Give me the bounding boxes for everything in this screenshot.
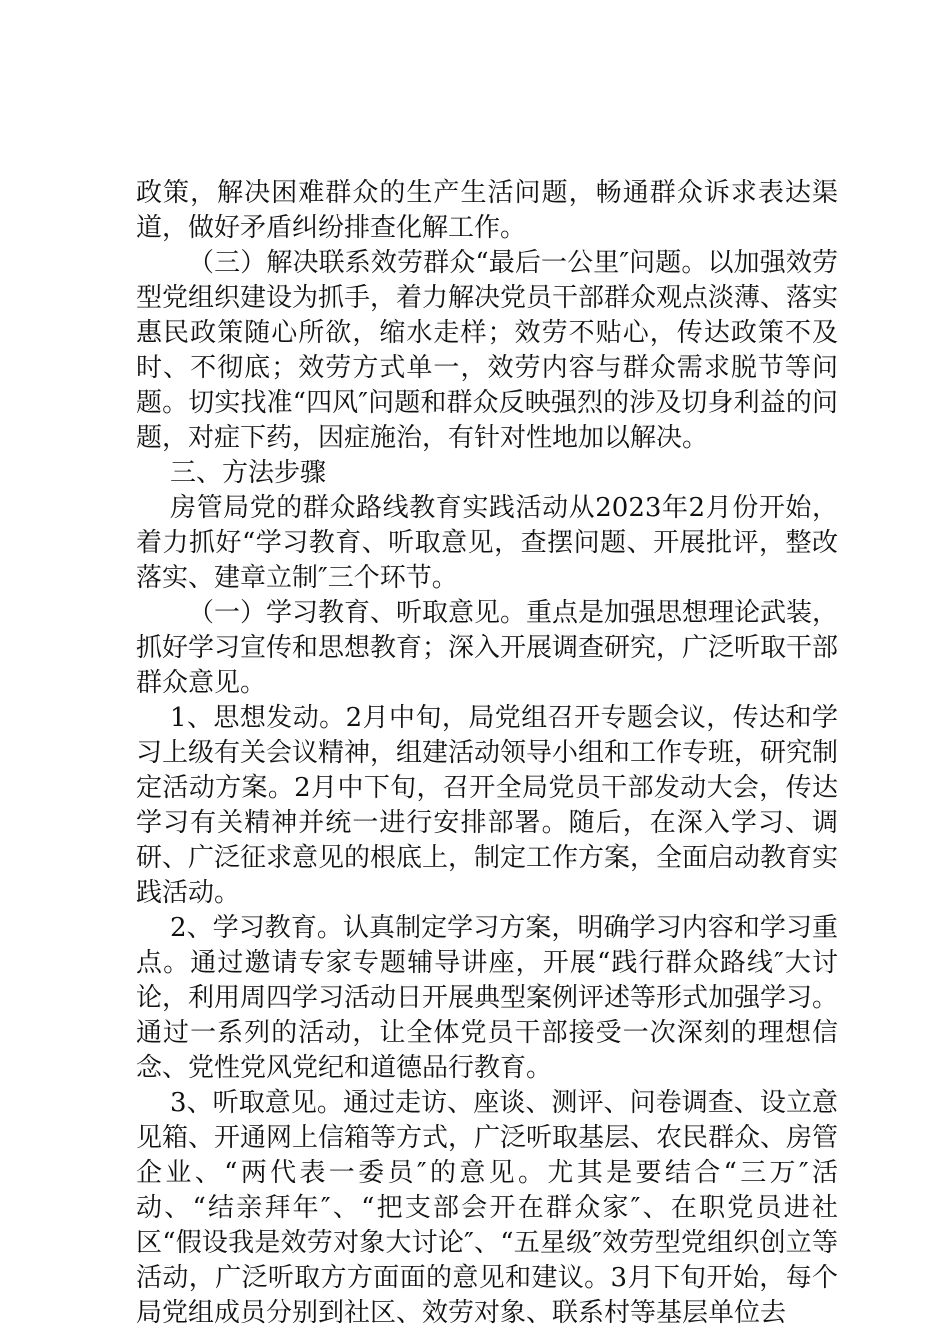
paragraph-7: 2、学习教育。认真制定学习方案，明确学习内容和学习重点。通过邀请专家专题辅导讲座，开展“践行群众路线″大讨论，利用周四学习活动日开展典型案例评述等形式加强学习。通过一系列的活动，让全体党员干部接受一次深刻的理想信念、党性党风党纪和道德品行教育。 <box>136 913 839 1083</box>
paragraph-5: （一）学习教育、听取意见。重点是加强思想理论武装，抓好学习宣传和思想教育；深入开展调查研究，广泛听取干部群众意见。 <box>136 598 839 698</box>
paragraph-2: （三）解决联系效劳群众“最后一公里″问题。以加强效劳型党组织建设为抓手，着力解决党员干部群众观点淡薄、落实惠民政策随心所欲，缩水走样；效劳不贴心，传达政策不及时、不彻底；效劳方式单一，效劳内容与群众需求脱节等问题。切实找准“四风″问题和群众反映强烈的涉及切身利益的问题，对症下药，因症施治，有针对性地加以解决。 <box>136 248 839 453</box>
paragraph-8: 3、听取意见。通过走访、座谈、测评、问卷调查、设立意见箱、开通网上信箱等方式，广泛听取基层、农民群众、房管企业、“两代表一委员″的意见。尤其是要结合“三万″活动、“结亲拜年″、“把支部会开在群众家″、在职党员进社区“假设我是效劳对象大讨论″、“五星级″效劳型党组织创立等活动，广泛听取方方面面的意见和建议。3月下旬开始，每个局党组成员分别到社区、效劳对象、联系村等基层单位去 <box>136 1088 839 1328</box>
paragraph-4: 房管局党的群众路线教育实践活动从2023年2月份开始，着力抓好“学习教育、听取意见，查摆问题、开展批评，整改落实、建章立制″三个环节。 <box>136 493 838 593</box>
paragraph-6: 1、思想发动。2月中旬，局党组召开专题会议，传达和学习上级有关会议精神，组建活动领导小组和工作专班，研究制定活动方案。2月中下旬，召开全局党员干部发动大会，传达学习有关精神并统一进行安排部署。随后，在深入学习、调研、广泛征求意见的根底上，制定工作方案，全面启动教育实践活动。 <box>136 703 839 908</box>
paragraph-1: 政策，解决困难群众的生产生活问题，畅通群众诉求表达渠道，做好矛盾纠纷排查化解工作。 <box>136 178 838 243</box>
document-body <box>136 176 838 1331</box>
section-heading-methods: 三、方法步骤 <box>170 458 327 488</box>
